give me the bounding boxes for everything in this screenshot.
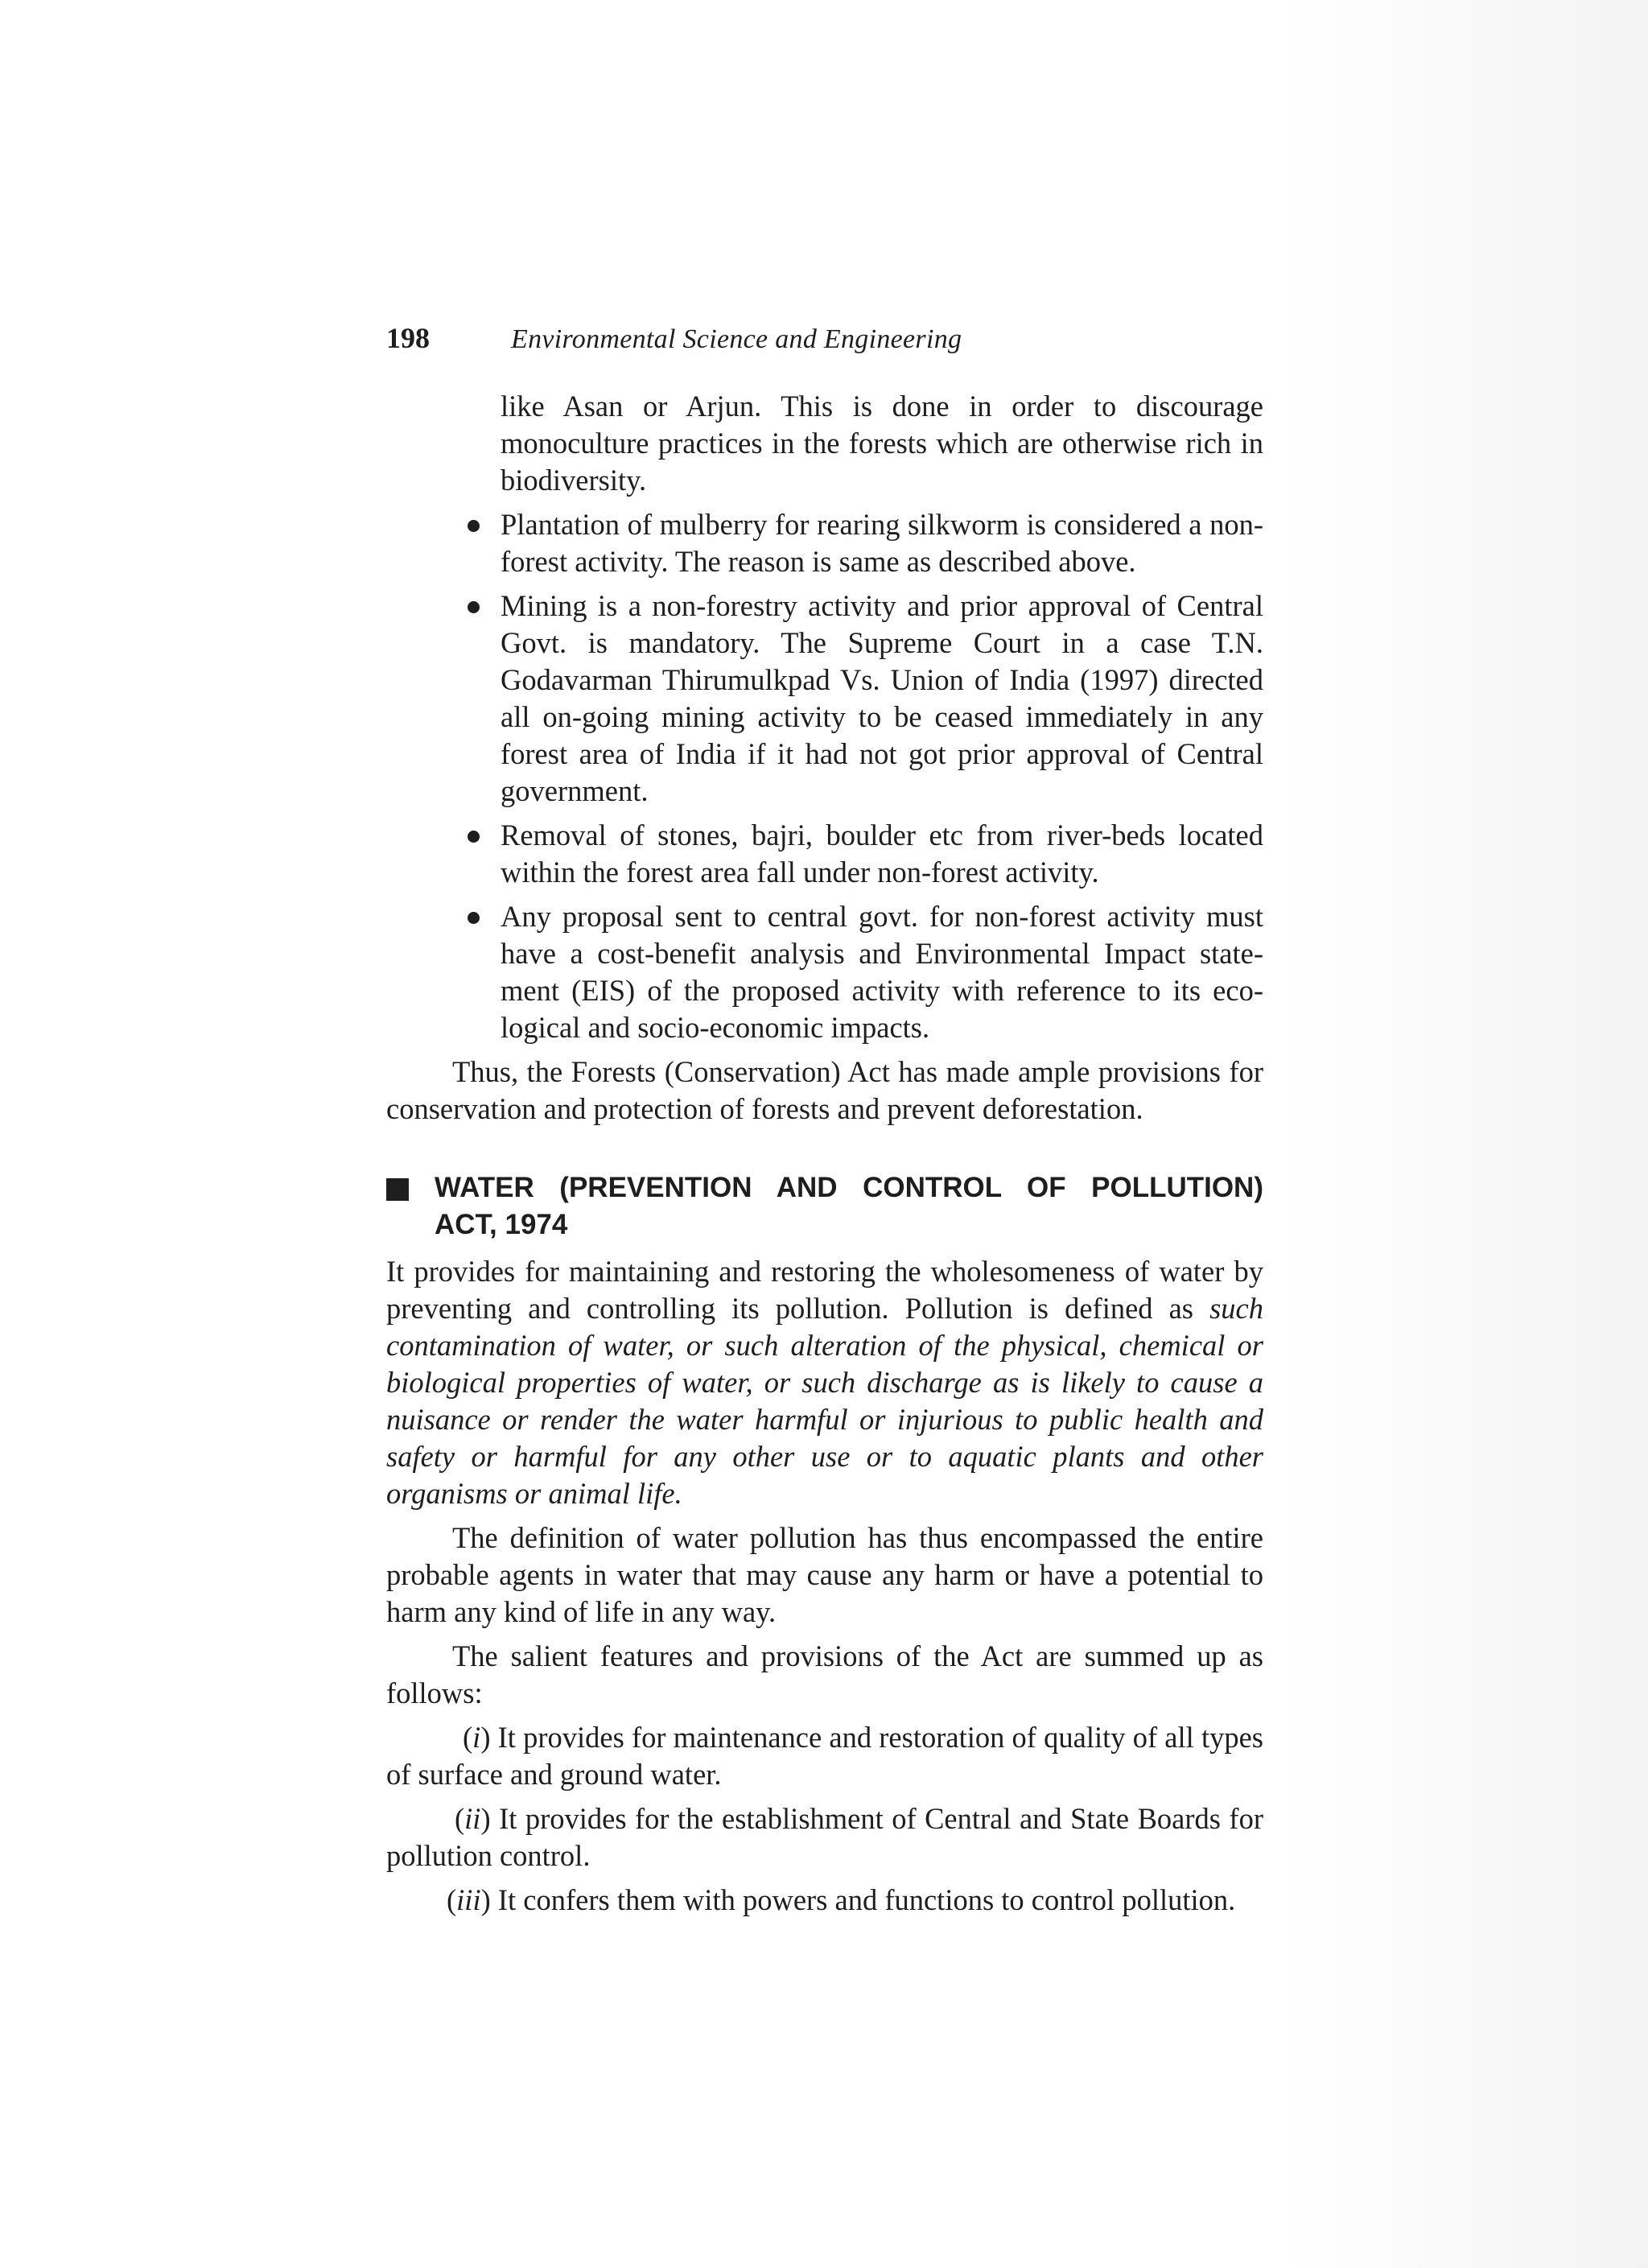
page-number: 198 [386,322,430,354]
definition-paragraph: The definition of water pollution has thus encompassed the entire probable agents in water that may cause any harm or have a potential to harm any kind of life in any way. [386,1521,1263,1628]
square-bullet-icon [386,1178,409,1201]
item-numeral: i [472,1721,481,1754]
provision-item-ii: (ii) It provides for the establishment of Central and State Boards for pollution control. [386,1802,1263,1872]
bullet-text: Plantation of mulberry for rearing silkworm is considered a non-forest activity. The reason is same as described above. [501,508,1263,578]
bullet-item [386,817,1263,891]
section-heading [386,1169,1263,1243]
bullet-icon [468,601,480,613]
bullet-text: Mining is a non-forestry activity and prior approval of Central Govt. is mandatory. The Supreme Court in a case T.N. Godavarman Thirumulkpad Vs. Union of India (1997) directed all on-going mining activity to be ceased immediately in any forest area of India if it had not got prior approval of Central government. [501,589,1263,807]
item-text: It confers them with powers and functions to control pollution. [490,1883,1236,1916]
item-numeral: iii [456,1883,481,1916]
bullet-item [386,898,1263,1046]
closing-paragraph: Thus, the Forests (Conservation) Act has made ample provisions for conservation and protection of forests and prevent deforestation. [386,1055,1263,1125]
continuation-paragraph: like Asan or Arjun. This is done in order to discourage monoculture practices in the forests which are otherwise rich in biodiversity. [501,390,1263,497]
section-heading-line-1: WATER (PREVENTION AND CONTROL OF POLLUTION) [435,1172,1263,1203]
bullet-text: Any proposal sent to central govt. for non-forest activity must have a cost-benefit analysis and Environmental Impact statement (EIS) of the proposed activity with reference to its ecological and socio-economic impacts. [501,900,1263,1044]
page-body [386,388,1263,1919]
provision-item-i: (i) It provides for maintenance and restoration of quality of all types of surface and ground water. [386,1721,1263,1791]
bullet-icon [468,912,480,924]
bullet-icon [468,831,480,843]
intro-text: It provides for maintaining and restoring the wholesomeness of water by preventing and controlling its pollution. Pollution is defined as [386,1255,1263,1325]
bullet-icon [468,520,480,532]
features-intro-paragraph: The salient features and provisions of the Act are summed up as follows: [386,1639,1263,1709]
bullet-item [386,588,1263,810]
bullet-item [386,506,1263,580]
page-header [386,320,1263,361]
provision-item-iii: (iii) It confers them with powers and functions to control pollution. [447,1883,1236,1916]
item-text: It provides for the establishment of Central and State Boards for pollution control. [386,1802,1263,1872]
section-heading-line-2: ACT, 1974 [435,1209,568,1240]
intro-paragraph [386,1253,1263,1512]
item-numeral: ii [464,1802,481,1835]
pollution-definition: such contamination of water, or such alteration of the physical, chemical or biological properties of water, or such discharge as is likely to cause a nuisance or render the water harmful or injurious to public health and safety or harmful for any other use or to aquatic plants and other organisms or animal life. [386,1292,1263,1510]
running-title: Environmental Science and Engineering [511,324,962,354]
bullet-text: Removal of stones, bajri, boulder etc from river-beds located within the forest area fall under non-forest activity. [501,819,1263,889]
bullet-list [386,506,1263,1046]
item-text: It provides for maintenance and restoration of quality of all types of surface and ground water. [386,1721,1263,1791]
